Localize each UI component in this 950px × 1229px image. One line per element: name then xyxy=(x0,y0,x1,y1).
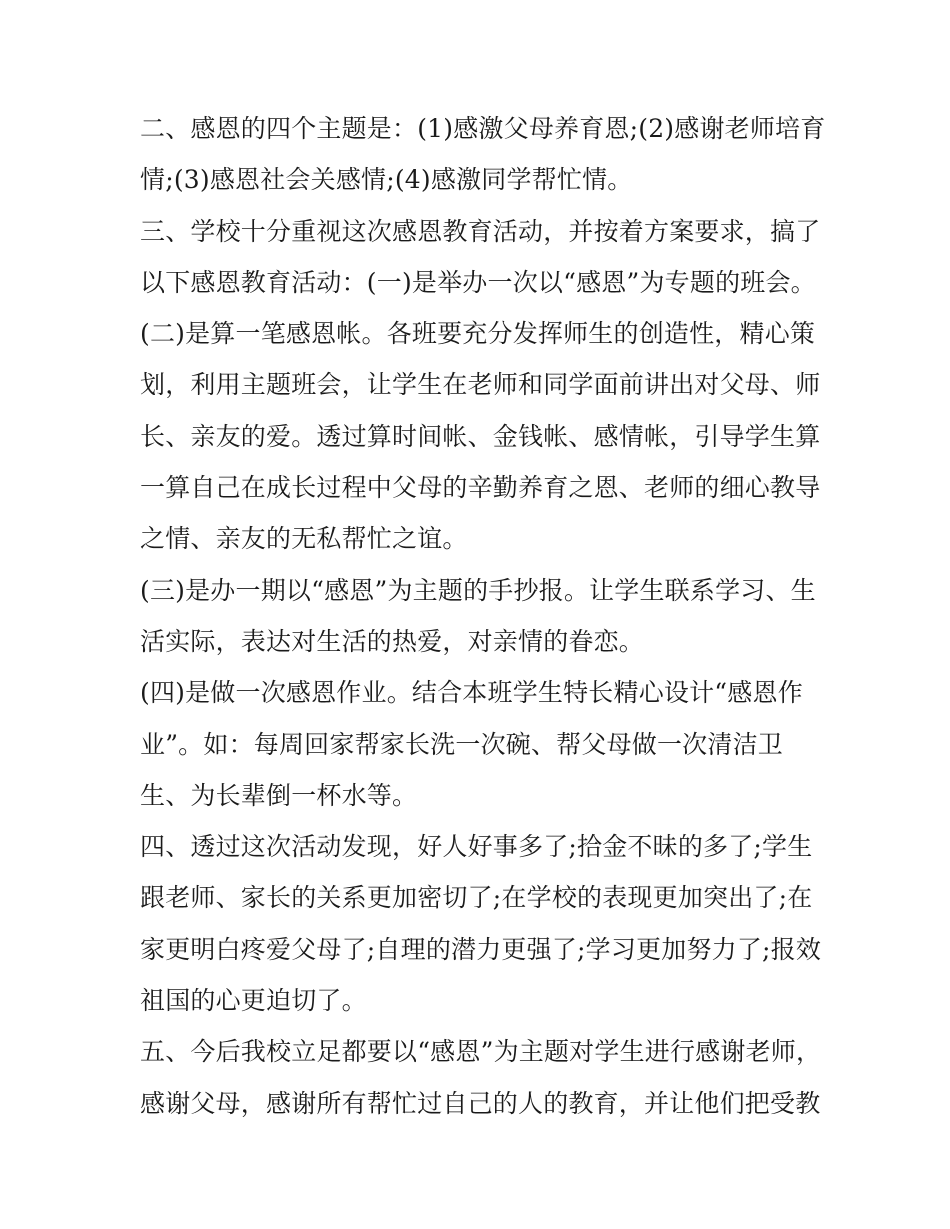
text-line: 一算自己在成长过程中父母的辛勤养育之恩、老师的细心教导 xyxy=(140,473,821,503)
text-line: 长、亲友的爱。透过算时间帐、金钱帐、感情帐，引导学生算 xyxy=(140,421,821,451)
text-line: 五、今后我校立足都要以“感恩”为主题对学生进行感谢老师， xyxy=(140,1037,822,1067)
text-line: 活实际，表达对生活的热爱，对亲情的眷恋。 xyxy=(140,626,645,656)
document-body xyxy=(140,103,826,1129)
text-line: 划，利用主题班会，让学生在老师和同学面前讲出对父母、师 xyxy=(140,370,821,400)
text-line: 生、为长辈倒一杯水等。 xyxy=(140,780,418,810)
text-line: (三)是办一期以“感恩”为主题的手抄报。让学生联系学习、生 xyxy=(140,575,816,605)
text-line: (四)是做一次感恩作业。结合本班学生特长精心设计“感恩作 xyxy=(140,678,803,708)
text-line: 之情、亲友的无私帮忙之谊。 xyxy=(140,524,468,554)
text-line: 三、学校十分重视这次感恩教育活动，并按着方案要求，搞了 xyxy=(140,216,821,246)
text-line: 情;(3)感恩社会关感情;(4)感激同学帮忙情。 xyxy=(140,165,633,195)
text-line: 四、透过这次活动发现，好人好事多了;拾金不昧的多了;学生 xyxy=(140,832,813,862)
text-line: 二、感恩的四个主题是：(1)感激父母养育恩;(2)感谢老师培育 xyxy=(140,114,826,143)
text-line: 以下感恩教育活动：(一)是举办一次以“感恩”为专题的班会。 xyxy=(140,267,816,297)
text-line: 家更明白疼爱父母了;自理的潜力更强了;学习更加努力了;报效 xyxy=(140,934,822,964)
text-line: 跟老师、家长的关系更加密切了;在学校的表现更加突出了;在 xyxy=(140,883,813,913)
text-line: 业”。如：每周回家帮家长洗一次碗、帮父母做一次清洁卫 xyxy=(140,729,783,759)
text-line: 感谢父母，感谢所有帮忙过自己的人的教育，并让他们把受教 xyxy=(140,1088,821,1118)
text-line: 祖国的心更迫切了。 xyxy=(140,986,367,1016)
text-line: (二)是算一笔感恩帐。各班要充分发挥师生的创造性，精心策 xyxy=(140,319,816,349)
